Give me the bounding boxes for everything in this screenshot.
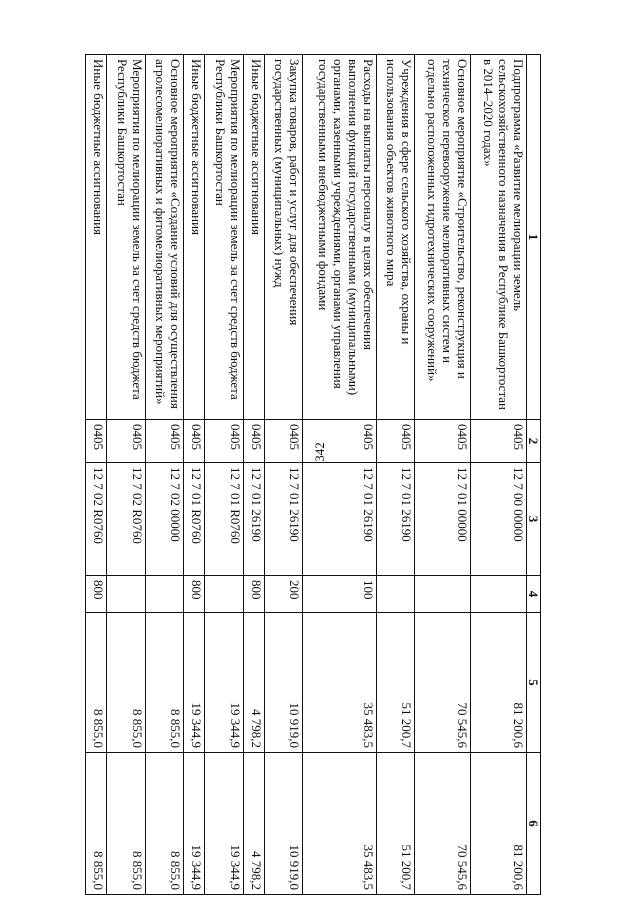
row-target-cell: 12 7 01 R0760 bbox=[184, 463, 205, 576]
rotated-table-container bbox=[85, 54, 541, 894]
row-section-cell: 0405 bbox=[264, 420, 303, 463]
row-name-cell: Иные бюджетные ассигнования bbox=[86, 55, 107, 420]
row-type-cell: 800 bbox=[184, 576, 205, 613]
table-row bbox=[107, 55, 146, 895]
row-sum-col5-cell: 51 200,7 bbox=[376, 613, 415, 753]
row-section-cell: 0405 bbox=[145, 420, 184, 463]
row-section-cell: 0405 bbox=[303, 420, 376, 463]
row-target-cell: 12 7 02 R0760 bbox=[86, 463, 107, 576]
row-section-cell: 0405 bbox=[205, 420, 244, 463]
row-section-cell: 0405 bbox=[376, 420, 415, 463]
table-row bbox=[264, 55, 303, 895]
row-type-cell: 200 bbox=[264, 576, 303, 613]
row-sum-col5-cell: 81 200,6 bbox=[471, 613, 527, 753]
row-sum-col5-cell: 8 855,0 bbox=[86, 613, 107, 753]
row-sum-col6-cell: 8 855,0 bbox=[86, 753, 107, 895]
row-name-cell: Основное мероприятие «Строительство, реконструкция и техническое перевооружение мелиоративных систем и отдельно расположенных гидротехнических сооружений» bbox=[415, 55, 471, 420]
row-type-cell bbox=[205, 576, 244, 613]
table-row bbox=[303, 55, 376, 895]
row-target-cell: 12 7 01 26190 bbox=[243, 463, 264, 576]
row-sum-col6-cell: 19 344,9 bbox=[205, 753, 244, 895]
page-number: 342 bbox=[312, 442, 327, 462]
row-sum-col6-cell: 81 200,6 bbox=[471, 753, 527, 895]
row-type-cell bbox=[107, 576, 146, 613]
table-row bbox=[243, 55, 264, 895]
header-row bbox=[527, 55, 541, 895]
row-sum-col6-cell: 4 798,2 bbox=[243, 753, 264, 895]
header-col-5: 5 bbox=[527, 613, 541, 753]
header-col-3: 3 bbox=[527, 463, 541, 576]
row-name-cell: Подпрограмма «Развитие мелиорации земель сельскохозяйственного назначения в Республике Башкортостан в 2014–2020 годах» bbox=[471, 55, 527, 420]
row-section-cell: 0405 bbox=[107, 420, 146, 463]
row-name-cell: Учреждения в сфере сельского хозяйства, охраны и использования объектов животного мира bbox=[376, 55, 415, 420]
row-type-cell bbox=[145, 576, 184, 613]
row-target-cell: 12 7 01 R0760 bbox=[205, 463, 244, 576]
row-type-cell: 800 bbox=[86, 576, 107, 613]
row-sum-col5-cell: 10 919,0 bbox=[264, 613, 303, 753]
row-sum-col5-cell: 35 483,5 bbox=[303, 613, 376, 753]
header-col-4: 4 bbox=[527, 576, 541, 613]
row-sum-col5-cell: 8 855,0 bbox=[107, 613, 146, 753]
row-name-cell: Мероприятия по мелиорации земель за счет средств бюджета Республики Башкортостан bbox=[205, 55, 244, 420]
header-col-1: 1 bbox=[527, 55, 541, 420]
table-row bbox=[415, 55, 471, 895]
row-target-cell: 12 7 02 00000 bbox=[145, 463, 184, 576]
row-sum-col5-cell: 19 344,9 bbox=[205, 613, 244, 753]
row-sum-col5-cell: 4 798,2 bbox=[243, 613, 264, 753]
row-target-cell: 12 7 00 00000 bbox=[471, 463, 527, 576]
row-section-cell: 0405 bbox=[243, 420, 264, 463]
table-row bbox=[184, 55, 205, 895]
row-type-cell: 800 bbox=[243, 576, 264, 613]
row-sum-col6-cell: 8 855,0 bbox=[145, 753, 184, 895]
row-name-cell: Закупка товаров, работ и услуг для обеспечения государственных (муниципальных) нужд bbox=[264, 55, 303, 420]
row-section-cell: 0405 bbox=[471, 420, 527, 463]
header-col-2: 2 bbox=[527, 420, 541, 463]
row-name-cell: Расходы на выплаты персоналу в целях обеспечения выполнения функций государственными (муниципальными) органами, казенными учреждениями, органами управления государственными внебюджетными фондами bbox=[303, 55, 376, 420]
budget-table bbox=[85, 54, 541, 895]
row-type-cell bbox=[471, 576, 527, 613]
row-section-cell: 0405 bbox=[415, 420, 471, 463]
row-section-cell: 0405 bbox=[86, 420, 107, 463]
table-row bbox=[376, 55, 415, 895]
table-row bbox=[205, 55, 244, 895]
row-name-cell: Иные бюджетные ассигнования bbox=[243, 55, 264, 420]
row-name-cell: Основное мероприятие «Создание условий для осуществления агролесомелиоративных и фитомелиоративных мероприятий» bbox=[145, 55, 184, 420]
table-row bbox=[471, 55, 527, 895]
table-row bbox=[145, 55, 184, 895]
row-type-cell bbox=[415, 576, 471, 613]
row-type-cell: 100 bbox=[303, 576, 376, 613]
row-target-cell: 12 7 02 R0760 bbox=[107, 463, 146, 576]
row-target-cell: 12 7 01 26190 bbox=[303, 463, 376, 576]
row-target-cell: 12 7 01 26190 bbox=[264, 463, 303, 576]
row-sum-col5-cell: 19 344,9 bbox=[184, 613, 205, 753]
row-sum-col5-cell: 70 545,6 bbox=[415, 613, 471, 753]
table-header bbox=[527, 55, 541, 895]
row-name-cell: Мероприятия по мелиорации земель за счет средств бюджета Республики Башкортостан bbox=[107, 55, 146, 420]
row-target-cell: 12 7 01 00000 bbox=[415, 463, 471, 576]
row-name-cell: Иные бюджетные ассигнования bbox=[184, 55, 205, 420]
row-sum-col6-cell: 70 545,6 bbox=[415, 753, 471, 895]
row-sum-col5-cell: 8 855,0 bbox=[145, 613, 184, 753]
header-col-6: 6 bbox=[527, 753, 541, 895]
row-sum-col6-cell: 51 200,7 bbox=[376, 753, 415, 895]
row-type-cell bbox=[376, 576, 415, 613]
row-sum-col6-cell: 10 919,0 bbox=[264, 753, 303, 895]
table-body bbox=[86, 55, 527, 895]
row-section-cell: 0405 bbox=[184, 420, 205, 463]
row-sum-col6-cell: 35 483,5 bbox=[303, 753, 376, 895]
table-row bbox=[86, 55, 107, 895]
row-sum-col6-cell: 8 855,0 bbox=[107, 753, 146, 895]
row-target-cell: 12 7 01 26190 bbox=[376, 463, 415, 576]
row-sum-col6-cell: 19 344,9 bbox=[184, 753, 205, 895]
